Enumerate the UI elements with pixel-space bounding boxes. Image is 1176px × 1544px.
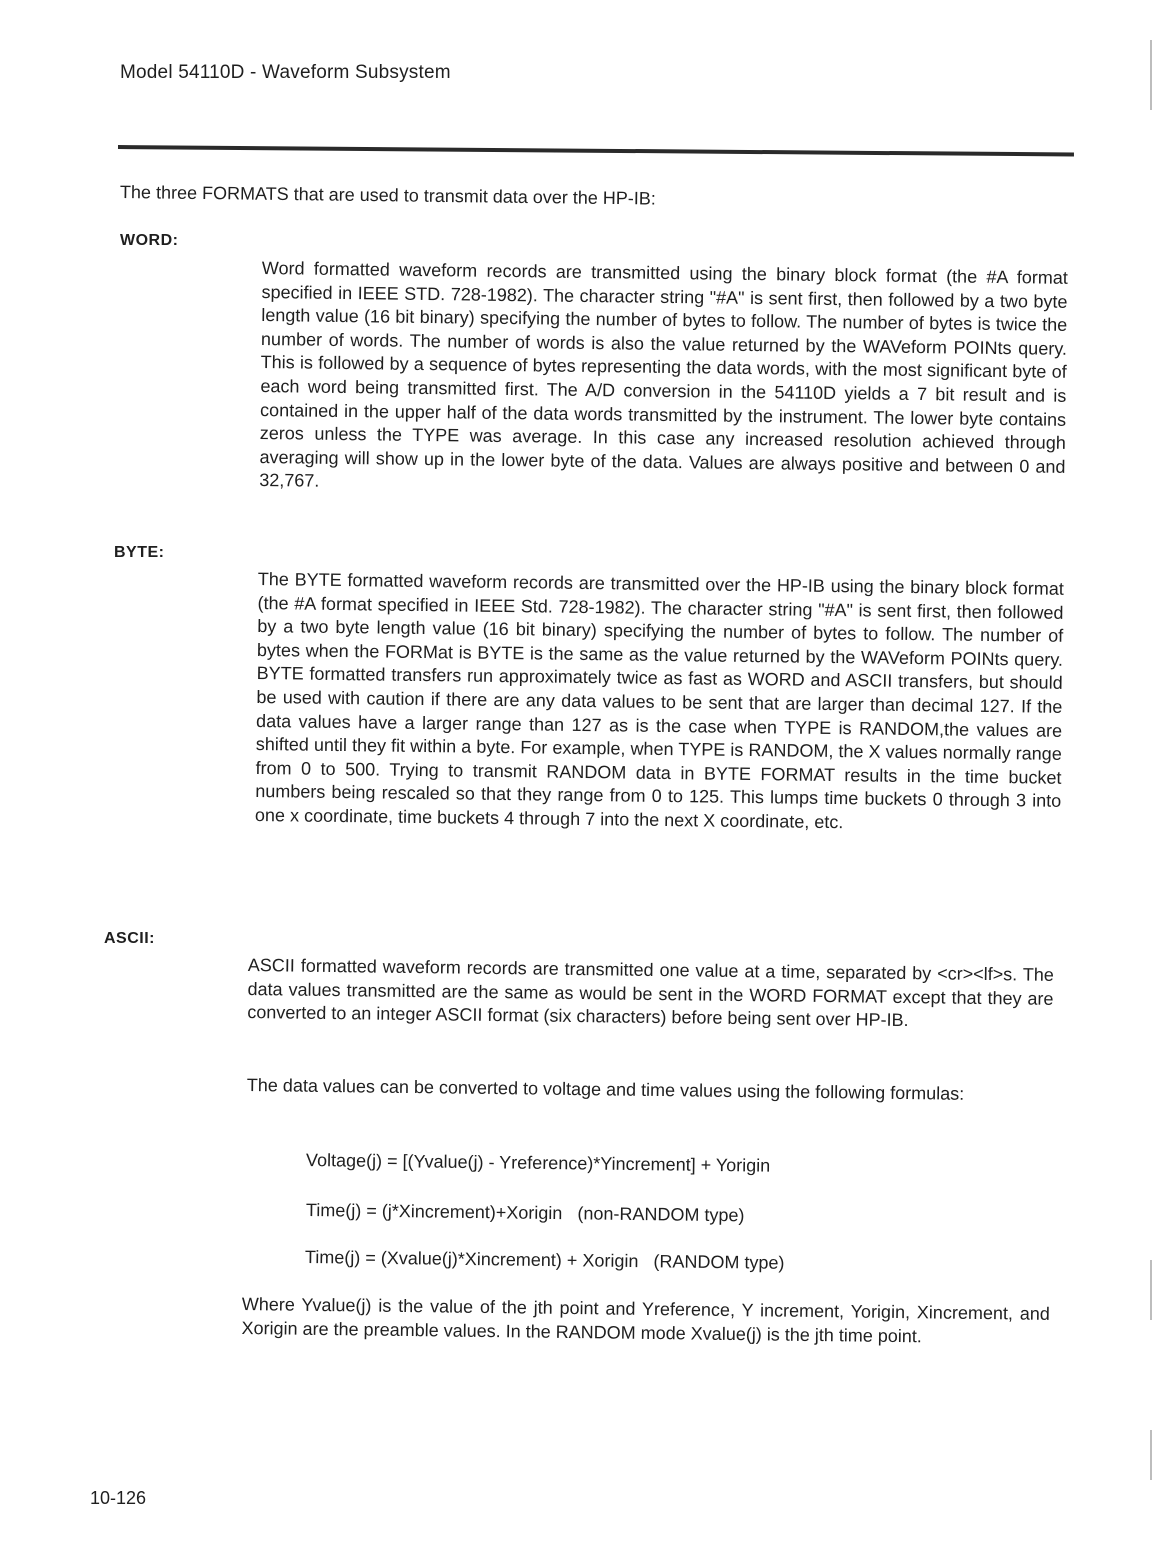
scan-edge-mark xyxy=(1150,40,1152,110)
time-random-formula: Time(j) = (Xvalue(j)*Xincrement) + Xorigin (RANDOM type) xyxy=(304,1247,785,1273)
page-header: Model 54110D - Waveform Subsystem xyxy=(120,62,451,83)
byte-paragraph: The BYTE formatted waveform records are transmitted over the HP-IB using the binary block format (the #A format specified in IEEE Std. 728-1982). The character string "#A" is sent first, then followed by a two byte length value (16 bit binary) specifying the number of bytes to follow. The number of bytes when the FORMat is BYTE is the same as the value returned by the WAVeform POINts query. BYTE formatted transfers run approximately twice as fast as WORD and ASCII transfers, but should be used with caution if there are any data values to be sent that are larger than decimal 127. If the data values have a larger range than 127 as is the case when TYPE is RANDOM,the values are shifted until they fit within a byte. For example, when TYPE is RANDOM, the X values normally range from 0 to 500. Trying to transmit RANDOM data in BYTE FORMAT results in the time bucket numbers being rescaled so that they range from 0 to 125. This lumps time buckets 0 through 3 into one x coordinate, time buckets 4 through 7 into the next X coordinate, etc. xyxy=(254,568,1064,833)
byte-label: BYTE: xyxy=(114,544,165,561)
scan-edge-mark xyxy=(1150,1430,1152,1480)
time-nonrandom-formula: Time(j) = (j*Xincrement)+Xorigin (non-RANDOM type) xyxy=(305,1200,745,1226)
scan-edge-mark xyxy=(1150,1260,1152,1320)
header-rule xyxy=(118,145,1074,157)
page-number: 10-126 xyxy=(90,1488,147,1508)
voltage-formula: Voltage(j) = [(Yvalue(j) - Yreference)*Yincrement] + Yorigin xyxy=(305,1150,771,1176)
word-paragraph: Word formatted waveform records are transmitted using the binary block format (the #A format specified in IEEE STD. 728-1982). The character string "#A" is sent first, then followed by a two byte length value (16 bit binary) specifying the number of bytes to follow. The number of bytes is twice the number of words. The number of words is also the value returned by the WAVeform POINts query. This is followed by a sequence of bytes representing the data words, with the most significant byte of each word being transmitted first. The A/D conversion in the 54110D yields a 7 bit result and is contained in the upper half of the data words transmitted by the instrument. The lower byte contains zeros unless the TYPE was average. In this case any increased resolution achieved through averaging will show up in the lower byte of the data. Values are always positive and between 0 and 32,767. xyxy=(259,257,1068,492)
intro-text: The three FORMATS that are used to transmit data over the HP-IB: xyxy=(119,182,656,209)
word-label: WORD: xyxy=(120,232,179,249)
conversion-intro: The data values can be converted to voltage and time values using the following formulas: xyxy=(246,1074,965,1104)
ascii-paragraph: ASCII formatted waveform records are transmitted one value at a time, separated by <cr><lf>s. The data values transmitted are the same as would be sent in the WORD FORMAT except that they are converted to an integer ASCII format (six characters) before being sent over HP-IB. xyxy=(247,954,1054,1031)
closing-paragraph: Where Yvalue(j) is the value of the jth point and Yreference, Y increment, Yorigin, Xincrement, and Xorigin are the preamble values. In the RANDOM mode Xvalue(j) is the jth time point. xyxy=(241,1293,1050,1346)
ascii-label: ASCII: xyxy=(104,930,155,947)
